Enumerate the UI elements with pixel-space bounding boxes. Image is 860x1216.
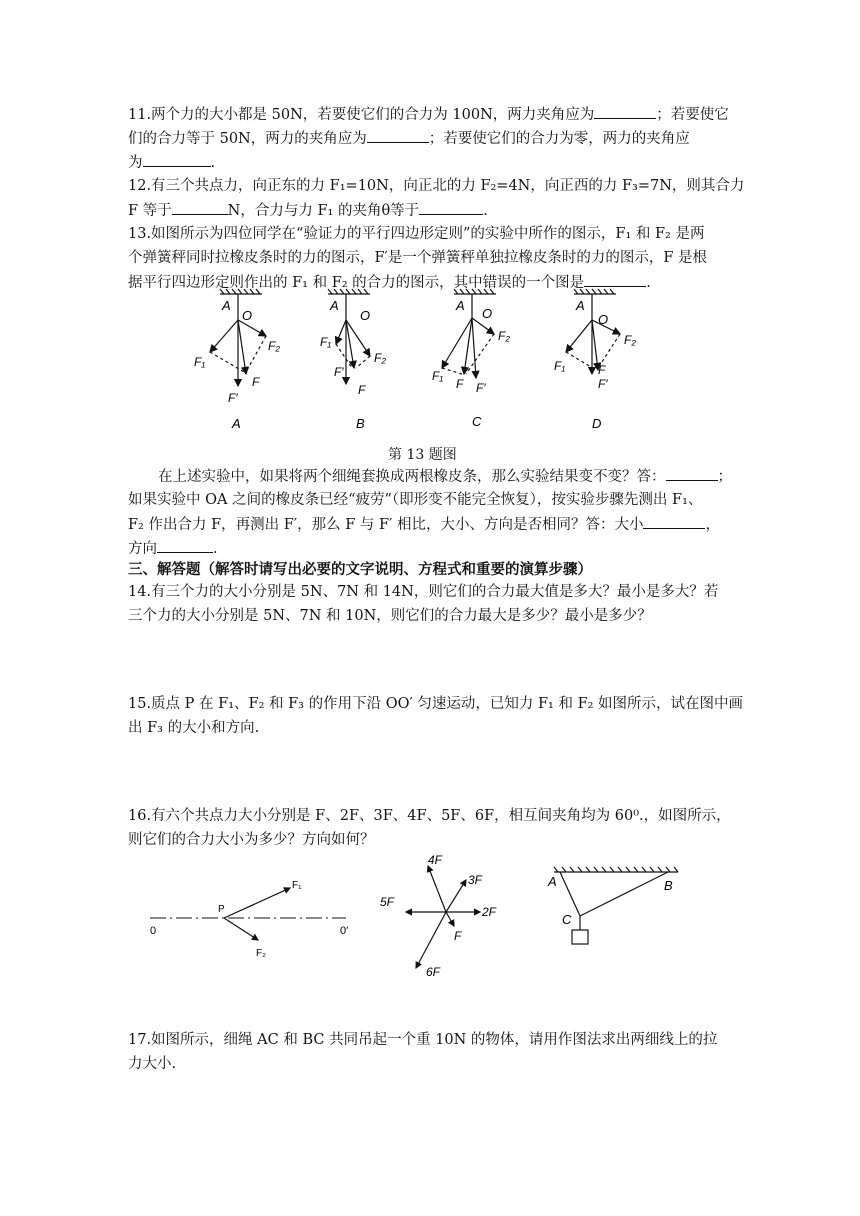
q13-line3: 据平行四边形定则作出的 F₁ 和 F₂ 的合力的图示，其中错误的一个图是 .: [128, 272, 651, 293]
q13b-line4: 方向 .: [128, 538, 218, 559]
fig13-a-label-a: A: [222, 298, 231, 313]
fig15-label-op: 0′: [340, 925, 349, 937]
fig13-caption: 第 13 题图: [388, 447, 457, 463]
fig15-label-p: P: [218, 904, 225, 915]
q15-line2: 出 F₃ 的大小和方向.: [128, 720, 260, 736]
fig13-b-label-fp: F′: [334, 365, 344, 379]
fig13-a-label-f: F: [252, 375, 260, 389]
q11-blank-1[interactable]: [594, 104, 656, 119]
q13b-line1: 在上述实验中，如果将两个细绳套换成两根橡皮条，那么实验结果变不变？答： ；: [158, 466, 732, 487]
fig15-label-o: 0: [150, 925, 157, 937]
section-3-heading: 三、解答题（解答时请写出必要的文字说明、方程式和重要的演算步骤）: [128, 561, 592, 578]
fig13-c-label-a: A: [456, 298, 465, 313]
q12-line2: F 等于 N，合力与力 F₁ 的夹角θ等于 .: [128, 200, 488, 221]
fig15-label-f2: F₂: [256, 948, 266, 959]
fig15: [146, 872, 366, 962]
q13b-line2: 如果实验中 OA 之间的橡皮条已经“疲劳”（即形变不能完全恢复），按实验步骤先测出 F₁、: [128, 492, 703, 508]
q13-blank[interactable]: [584, 272, 646, 287]
q11-blank-3[interactable]: [143, 152, 211, 167]
fig13: [180, 290, 660, 440]
q16-line1: 16.有六个共点力大小分别是 F、2F、3F、4F、5F、6F，相互间夹角均为 60⁰.，如图所示，: [128, 808, 731, 824]
fig13-letter-a: A: [232, 416, 241, 431]
fig17-label-c: C: [562, 912, 572, 927]
fig13-d-label-fp: F′: [598, 377, 608, 391]
fig13-d-label-f2: F₂: [624, 333, 636, 347]
fig16: [380, 850, 520, 980]
fig13-diagram-a: [210, 289, 266, 386]
q12-line1: 12.有三个共点力，向正东的力 F₁=10N，向正北的力 F₂=4N，向正西的力 F₃=7N，则其合力: [128, 178, 745, 194]
q13b-blank-2[interactable]: [643, 514, 705, 529]
fig13-d-label-a: A: [576, 298, 585, 313]
q11-blank-2[interactable]: [367, 128, 429, 143]
fig13-diagram-d: [566, 289, 620, 374]
q14-line1: 14.有三个力的大小分别是 5N、7N 和 14N，则它们的合力最大值是多大？最小是多大？若: [128, 584, 719, 600]
q13b-line3: F₂ 作出合力 F，再测出 F′，那么 F 与 F′ 相比，大小、方向是否相同？答：大小 ，: [128, 514, 720, 535]
fig13-d-label-o: O: [598, 312, 609, 327]
q13-line1: 13.如图所示为四位同学在“验证力的平行四边形定则”的实验中所作的图示，F₁ 和 F₂ 是两: [128, 226, 705, 242]
q11-line2: 们的合力等于 50N，两力的夹角应为 ；若要使它们的合力为零，两力的夹角应: [128, 128, 690, 149]
fig13-a-label-fp: F′: [228, 391, 238, 405]
fig16-label-3f: 3F: [468, 873, 483, 887]
fig16-label-5f: 5F: [380, 895, 395, 909]
fig13-d-label-f: F: [598, 363, 606, 377]
fig13-b-label-o: O: [360, 308, 371, 323]
fig13-d-label-f1: F₁: [554, 359, 566, 373]
fig16-label-4f: 4F: [428, 853, 443, 867]
fig13-c-label-o: O: [482, 306, 493, 321]
q14-line2: 三个力的大小分别是 5N、7N 和 10N，则它们的合力最大是多少？最小是多少？: [128, 608, 652, 624]
fig16-label-6f: 6F: [426, 965, 441, 979]
fig13-a-label-o: O: [242, 308, 253, 323]
fig16-label-f: F: [454, 929, 462, 943]
fig13-a-label-f1: F₁: [194, 355, 206, 369]
q12-blank-1[interactable]: [172, 200, 228, 215]
fig13-b-label-f1: F₁: [320, 335, 332, 349]
fig13-letter-d: D: [592, 416, 602, 431]
q17-line1: 17.如图所示，细绳 AC 和 BC 共同吊起一个重 10N 的物体，请用作图法求出两细线上的拉: [128, 1032, 718, 1048]
q13b-blank-3[interactable]: [157, 538, 213, 553]
q15-line1: 15.质点 P 在 F₁、F₂ 和 F₃ 的作用下沿 OO′ 匀速运动，已知力 F₁ 和 F₂ 如图所示，试在图中画: [128, 696, 744, 712]
q11-line1: 11.两个力的大小都是 50N，若要使它们的合力为 100N，两力夹角应为 ；若要使它: [128, 104, 729, 125]
fig13-b-label-f2: F₂: [374, 351, 386, 365]
fig13-c-label-fp: F′: [476, 381, 486, 395]
q11-line3: 为 .: [128, 152, 215, 173]
q13b-blank-1[interactable]: [666, 466, 718, 481]
fig17-label-b: B: [664, 878, 673, 893]
fig13-letter-c: C: [472, 414, 482, 429]
q13-line2: 个弹簧秤同时拉橡皮条时的力的图示，F′是一个弹簧秤单独拉橡皮条时的力的图示，F 是根: [128, 250, 708, 266]
q12-blank-2[interactable]: [419, 200, 483, 215]
fig13-a-label-f2: F₂: [268, 339, 280, 353]
fig13-c-label-f1: F₁: [432, 369, 444, 383]
fig13-b-label-a: A: [330, 298, 339, 313]
fig13-c-label-f: F: [456, 377, 464, 391]
q17-line2: 力大小.: [128, 1056, 177, 1072]
fig15-label-f1: F₁: [292, 880, 302, 891]
q16-line2: 则它们的合力大小为多少？方向如何？: [128, 832, 375, 848]
fig17-label-a: A: [548, 874, 557, 889]
fig13-letter-b: B: [356, 416, 365, 431]
fig13-c-label-f2: F₂: [498, 329, 510, 343]
fig17: [544, 866, 684, 956]
fig13-b-label-f: F: [358, 383, 366, 397]
fig16-label-2f: 2F: [482, 905, 497, 919]
fig13-diagram-c: [442, 289, 496, 378]
